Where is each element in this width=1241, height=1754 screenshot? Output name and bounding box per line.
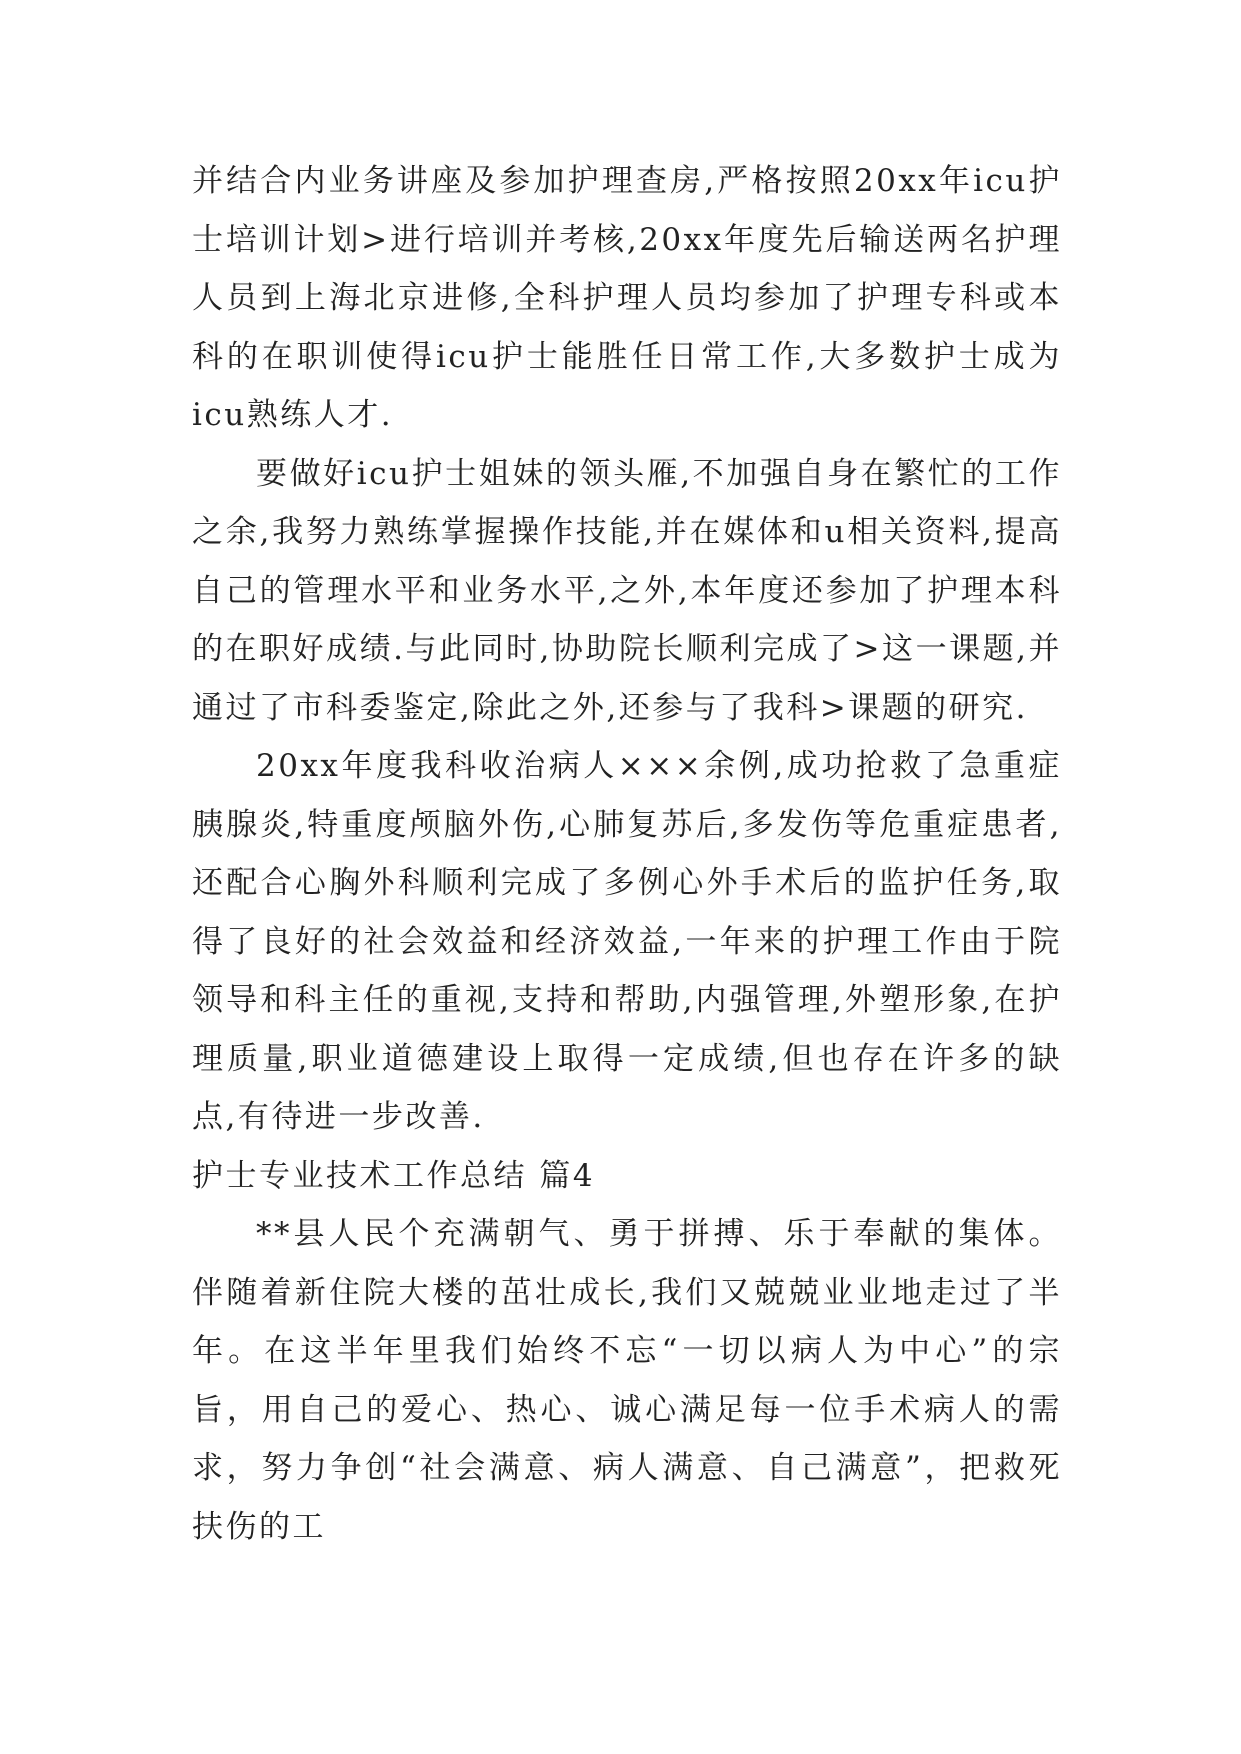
paragraph-annual-results: 20xx年度我科收治病人×××余例,成功抢救了急重症胰腺炎,特重度颅脑外伤,心肺复苏后,多发伤等危重症患者,还配合心胸外科顺利完成了多例心外手术后的监护任务,取得了良好的社会效益和经济效益,一年来的护理工作由于院领导和科主任的重视,支持和帮助,内强管理,外塑形象,在护理质量,职业道德建设上取得一定成绩,但也存在许多的缺点,有待进一步改善. bbox=[192, 748, 1062, 1135]
paragraph-training: 并结合内业务讲座及参加护理查房,严格按照20xx年icu护士培训计划>进行培训并考核,20xx年度先后输送两名护理人员到上海北京进修,全科护理人员均参加了护理专科或本科的在职训使得icu护士能胜任日常工作,大多数护士成为icu熟练人才. bbox=[192, 163, 1062, 433]
section-heading: 护士专业技术工作总结 篇4 bbox=[192, 1157, 596, 1194]
paragraph-leadership: 要做好icu护士姐妹的领头雁,不加强自身在繁忙的工作之余,我努力熟练掌握操作技能,并在媒体和u相关资料,提高自己的管理水平和业务水平,之外,本年度还参加了护理本科的在职好成绩.与此同时,协助院长顺利完成了>这一课题,并通过了市科委鉴定,除此之外,还参与了我科>课题的研究. bbox=[192, 455, 1062, 726]
paragraph-county-hospital: **县人民个充满朝气、勇于拼搏、乐于奉献的集体。伴随着新住院大楼的茁壮成长,我们又兢兢业业地走过了半年。在这半年里我们始终不忘“一切以病人为中心”的宗旨，用自己的爱心、热心、诚心满足每一位手术病人的需求，努力争创“社会满意、病人满意、自己满意”，把救死扶伤的工 bbox=[192, 1216, 1062, 1545]
document-body bbox=[192, 152, 1062, 1556]
